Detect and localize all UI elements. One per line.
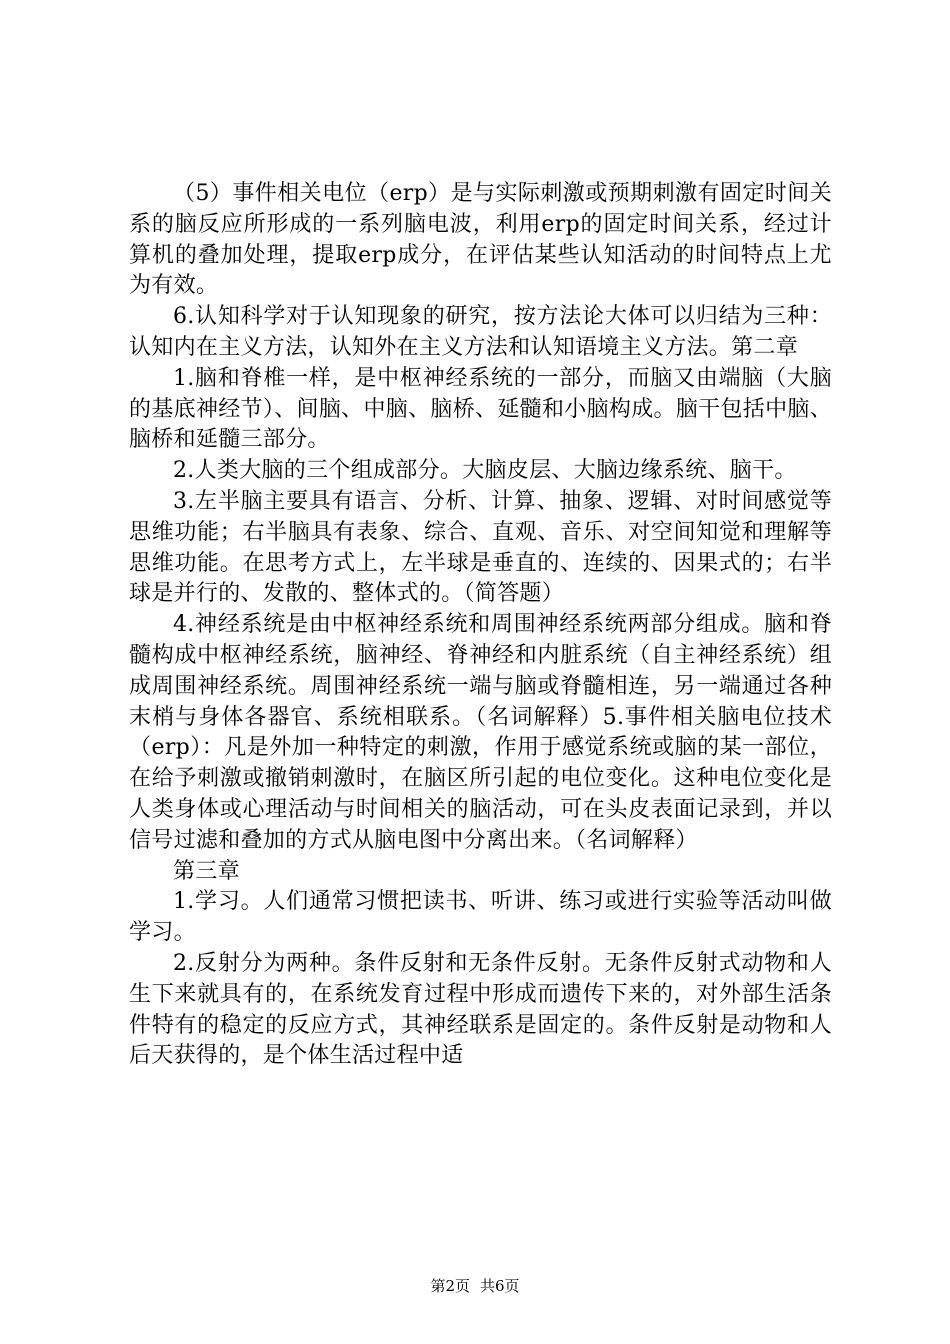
- page-footer: [0, 1276, 950, 1296]
- document-body: [129, 179, 832, 1072]
- paragraph-brain-structure: 1.脑和脊椎一样，是中枢神经系统的一部分，而脑又由端脑（大脑的基底神经节）、间脑、中脑、脑桥、延髓和小脑构成。脑干包括中脑、脑桥和延髓三部分。: [129, 365, 832, 453]
- paragraph-erp-definition: （5）事件相关电位（erp）是与实际刺激或预期刺激有固定时间关系的脑反应所形成的一系列脑电波，利用erp的固定时间关系，经过计算机的叠加处理，提取erp成分，在评估某些认知活动的时间特点上尤为有效。: [129, 181, 832, 299]
- paragraph-nervous-system: 4.神经系统是由中枢神经系统和周围神经系统两部分组成。脑和脊髓构成中枢神经系统，脑神经、脊神经和内脏系统（自主神经系统）组成周围神经系统。周围神经系统一端与脑或脊髓相连，另一端通过各种末梢与身体各器官、系统相联系。（名词解释）5.事件相关脑电位技术（erp）：凡是外加一种特定的刺激，作用于感觉系统或脑的某一部位，在给予刺激或撤销刺激时，在脑区所引起的电位变化。这种电位变化是人类身体或心理活动与时间相关的脑活动，可在头皮表面记录到，并以信号过滤和叠加的方式从脑电图中分离出来。（名词解释）: [129, 612, 832, 853]
- paragraph-brain-parts: 2.人类大脑的三个组成部分。大脑皮层、大脑边缘系统、脑干。: [173, 458, 797, 484]
- paragraph-hemispheres: 3.左半脑主要具有语言、分析、计算、抽象、逻辑、对时间感觉等思维功能；右半脑具有表象、综合、直观、音乐、对空间知觉和理解等思维功能。在思考方式上，左半球是垂直的、连续的、因果式的；右半球是并行的、发散的、整体式的。（简答题）: [129, 488, 832, 607]
- paragraph-cognitive-methods: 6.认知科学对于认知现象的研究，按方法论大体可以归结为三种：认知内在主义方法，认知外在主义方法和认知语境主义方法。第二章: [129, 304, 832, 360]
- paragraph-reflex: 2.反射分为两种。条件反射和无条件反射。无条件反射式动物和人生下来就具有的，在系统发育过程中形成而遗传下来的，对外部生活条件特有的稳定的反应方式，其神经联系是固定的。条件反射是动物和人后天获得的，是个体生活过程中适: [129, 950, 832, 1069]
- page-total: 共6页: [480, 1277, 520, 1295]
- paragraph-learning: 1.学习。人们通常习惯把读书、听讲、练习或进行实验等活动叫做学习。: [129, 889, 832, 946]
- page-number: 第2页: [430, 1277, 470, 1295]
- chapter-heading: 第三章: [173, 858, 240, 884]
